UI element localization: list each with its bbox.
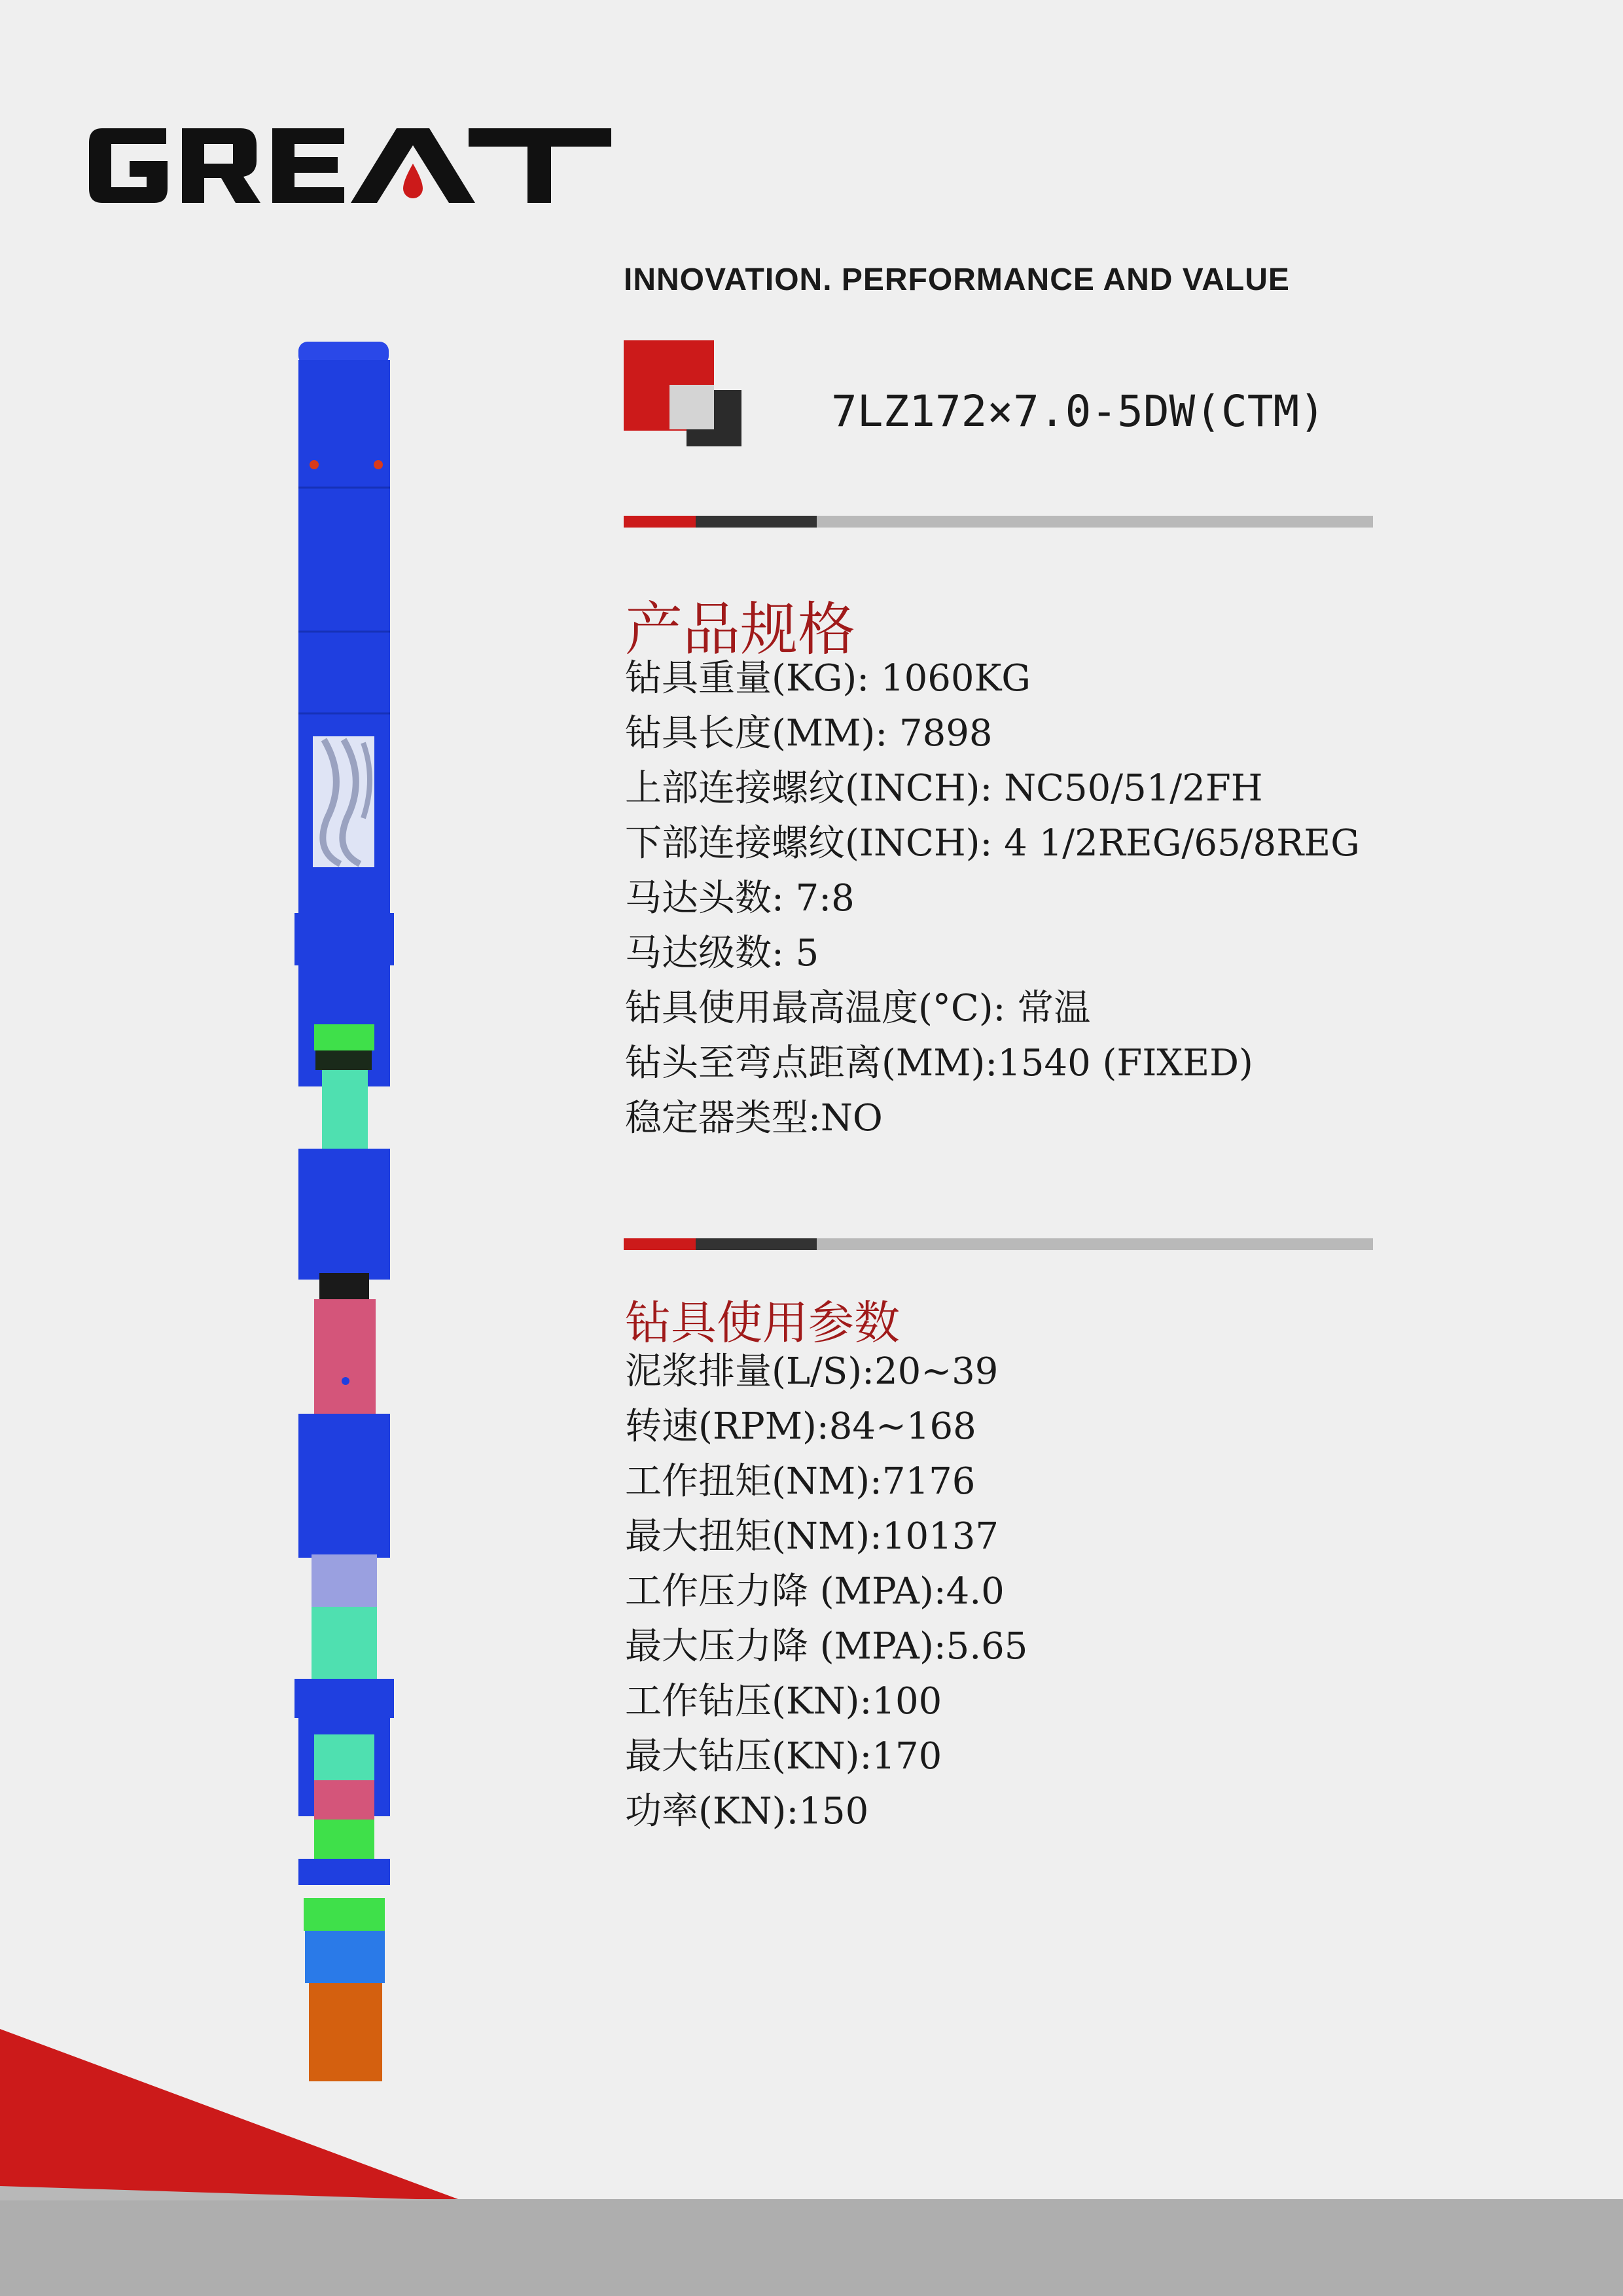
specs-item: 下部连接螺纹(INCH): 4 1/2REG/65/8REG bbox=[625, 822, 1360, 865]
params-item: 工作扭矩(NM):7176 bbox=[625, 1460, 976, 1503]
params-item: 最大钻压(KN):170 bbox=[625, 1735, 942, 1778]
specs-item: 马达级数: 5 bbox=[625, 932, 819, 975]
tagline: INNOVATION. PERFORMANCE AND VALUE bbox=[624, 262, 1290, 297]
specs-item: 马达头数: 7:8 bbox=[625, 877, 855, 920]
params-item: 工作压力降 (MPA):4.0 bbox=[625, 1570, 1005, 1613]
great-logo bbox=[89, 123, 613, 208]
model-icon bbox=[624, 340, 745, 448]
params-item: 功率(KN):150 bbox=[625, 1790, 869, 1833]
specs-item: 钻头至弯点距离(MM):1540 (FIXED) bbox=[625, 1042, 1253, 1085]
params-item: 最大扭矩(NM):10137 bbox=[625, 1515, 999, 1558]
downhole-motor-graphic bbox=[288, 334, 419, 2101]
specs-item: 钻具重量(KG): 1060KG bbox=[625, 657, 1031, 700]
downhole-motor-drawing bbox=[288, 334, 419, 2101]
model-title: 7LZ172×7.0-5DW(CTM) bbox=[831, 386, 1325, 437]
specs-item: 上部连接螺纹(INCH): NC50/51/2FH bbox=[625, 767, 1263, 810]
bottom-decoration bbox=[0, 2029, 1623, 2296]
params-list bbox=[625, 1344, 1027, 1839]
specs-item: 稳定器类型:NO bbox=[625, 1097, 883, 1139]
params-item: 泥浆排量(L/S):20~39 bbox=[625, 1350, 999, 1393]
params-item: 转速(RPM):84~168 bbox=[625, 1405, 976, 1448]
specs-title: 产品规格 bbox=[625, 596, 856, 663]
divider-rule-middle bbox=[624, 1238, 1373, 1250]
specs-item: 钻具使用最高温度(°C): 常温 bbox=[625, 987, 1091, 1030]
params-item: 最大压力降 (MPA):5.65 bbox=[625, 1625, 1028, 1668]
params-item: 工作钻压(KN):100 bbox=[625, 1680, 942, 1723]
specs-item: 钻具长度(MM): 7898 bbox=[625, 712, 993, 755]
great-logo-graphic bbox=[89, 123, 613, 208]
divider-rule-top bbox=[624, 516, 1373, 528]
specs-list bbox=[625, 651, 1360, 1146]
grey-square bbox=[669, 385, 714, 429]
params-title: 钻具使用参数 bbox=[625, 1296, 900, 1350]
